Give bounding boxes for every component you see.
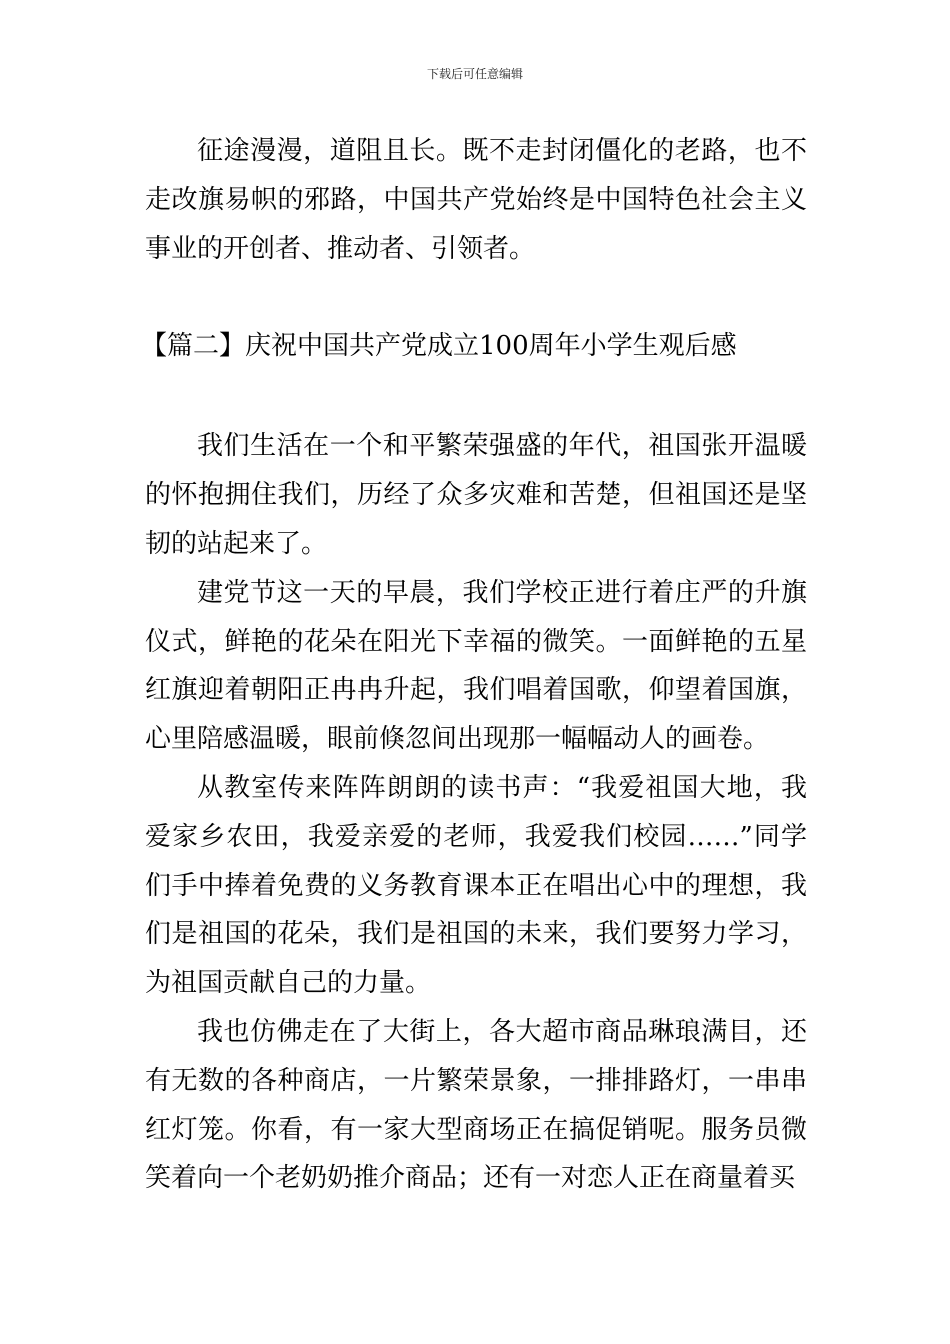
page-header-note: 下载后可任意编辑 bbox=[426, 67, 523, 81]
paragraph-3: 建党节这一天的早晨，我们学校正进行着庄严的升旗仪式，鲜艳的花朵在阳光下幸福的微笑。一面鲜艳的五星红旗迎着朝阳正冉冉升起，我们唱着国歌，仰望着国旗，心里陪感温暖，眼前倏忽间出现那一幅幅动人的画卷。 bbox=[145, 577, 807, 755]
document-body bbox=[141, 127, 807, 1203]
paragraph-1: 征途漫漫，道阻且长。既不走封闭僵化的老路，也不走改旗易帜的邪路，中国共产党始终是中国特色社会主义事业的开创者、推动者、引领者。 bbox=[145, 136, 807, 264]
paragraph-5: 我也仿佛走在了大街上，各大超市商品琳琅满目，还有无数的各种商店，一片繁荣景象，一排排路灯，一串串红灯笼。你看，有一家大型商场正在搞促销呢。服务员微笑着向一个老奶奶推介商品；还有一对恋人正在商量着买 bbox=[145, 1016, 807, 1194]
section-heading: 【篇二】庆祝中国共产党成立100周年小学生观后感 bbox=[141, 331, 737, 362]
paragraph-2: 我们生活在一个和平繁荣强盛的年代，祖国张开温暖的怀抱拥住我们，历经了众多灾难和苦楚，但祖国还是坚韧的站起来了。 bbox=[145, 431, 807, 559]
paragraph-4: 从教室传来阵阵朗朗的读书声：“我爱祖国大地，我爱家乡农田，我爱亲爱的老师，我爱我们校园……”同学们手中捧着免费的义务教育课本正在唱出心中的理想，我们是祖国的花朵，我们是祖国的未来，我们要努力学习，为祖国贡献自己的力量。 bbox=[145, 772, 807, 999]
